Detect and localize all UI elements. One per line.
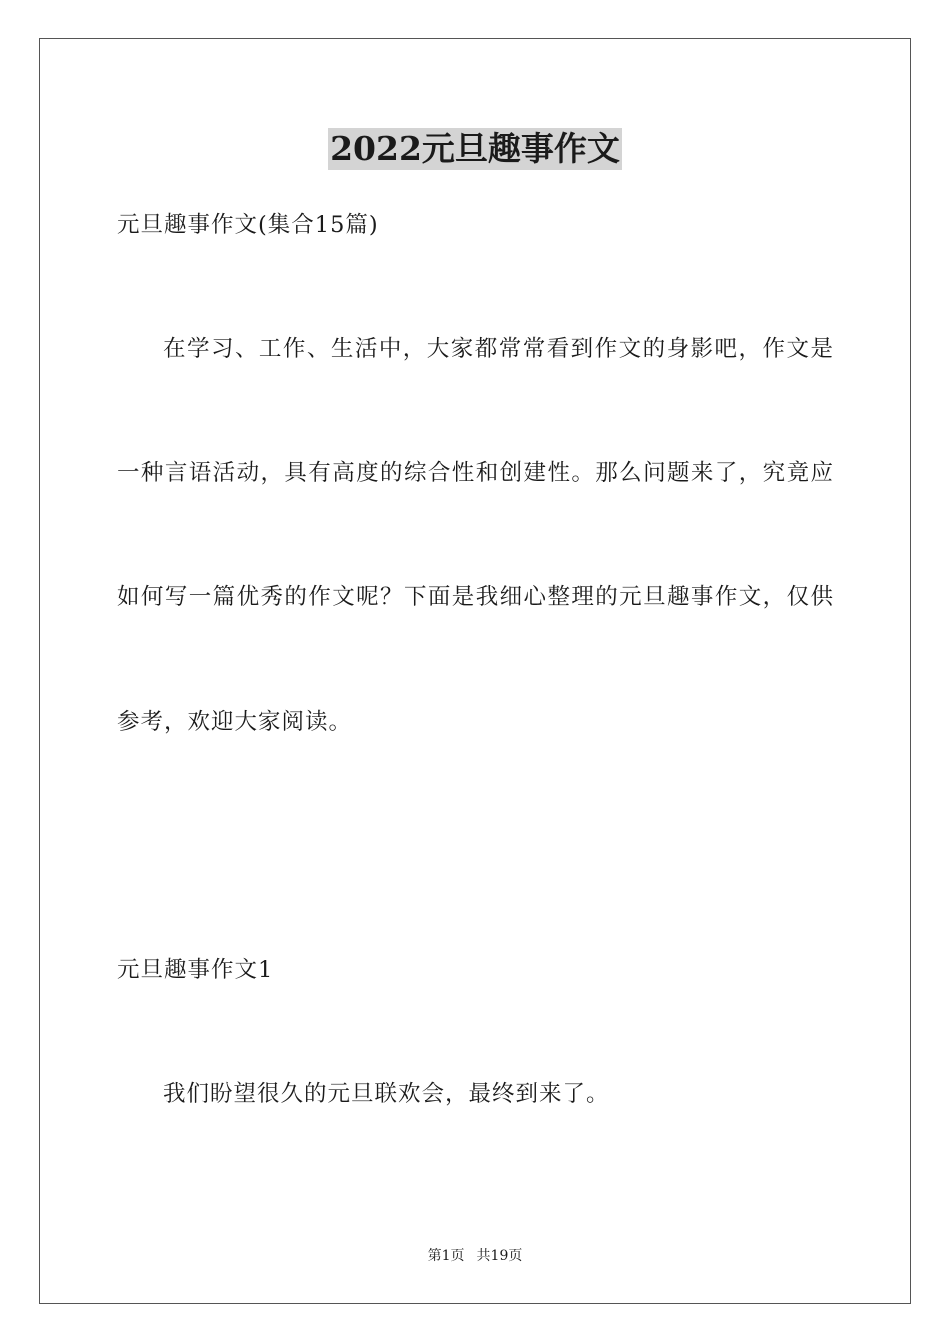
intro-line-3: 如何写一篇优秀的作文呢？下面是我细心整理的元旦趣事作文，仅供 — [117, 584, 833, 610]
page-number: 第1页 — [427, 1248, 465, 1264]
document-title: 2022元旦趣事作文 — [330, 129, 620, 168]
page-footer — [0, 1247, 950, 1265]
document-subtitle: 元旦趣事作文(集合15篇) — [117, 212, 379, 238]
intro-line-1: 在学习、工作、生活中，大家都常常看到作文的身影吧，作文是 — [163, 336, 833, 362]
intro-line-2: 一种言语活动，具有高度的综合性和创建性。那么问题来了，究竟应 — [117, 460, 833, 486]
title-container — [0, 128, 950, 170]
section-first-line: 我们盼望很久的元旦联欢会，最终到来了。 — [163, 1081, 610, 1107]
page-total: 共19页 — [476, 1248, 523, 1264]
intro-line-4: 参考，欢迎大家阅读。 — [117, 709, 353, 735]
section-heading: 元旦趣事作文1 — [117, 957, 274, 983]
